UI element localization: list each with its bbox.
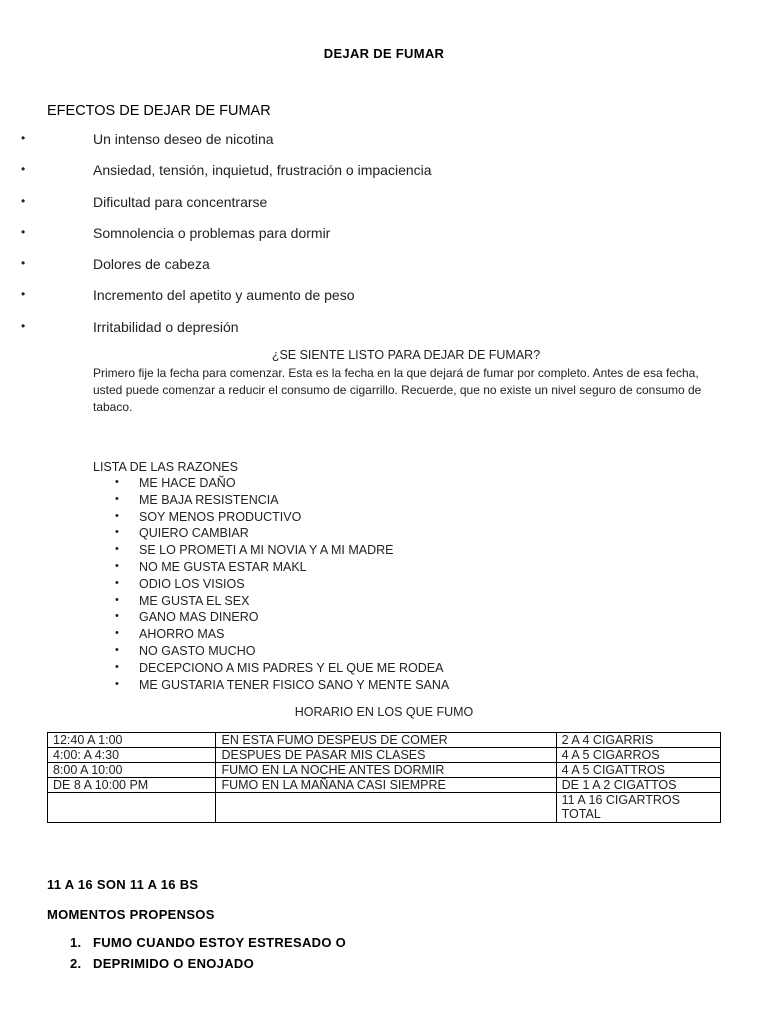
- bullet-icon: •: [21, 256, 26, 271]
- bullet-icon: •: [115, 627, 119, 640]
- table-cell: 11 A 16 CIGARTROS TOTAL: [556, 793, 720, 823]
- reason-text: NO ME GUSTA ESTAR MAKL: [139, 559, 307, 574]
- list-number: 1.: [70, 935, 82, 950]
- effect-text: Un intenso deseo de nicotina: [93, 131, 274, 147]
- bullet-icon: •: [115, 660, 119, 673]
- table-row: [48, 778, 721, 793]
- effect-text: Dificultad para concentrarse: [93, 193, 268, 210]
- table-cell: 4 A 5 CIGARROS: [556, 748, 720, 763]
- reason-text: SE LO PROMETI A MI NOVIA Y A MI MADRE: [139, 543, 394, 558]
- reason-text: AHORRO MAS: [139, 627, 225, 642]
- bullet-icon: •: [115, 677, 119, 690]
- reason-text: DECEPCIONO A MIS PADRES Y EL QUE ME RODEA: [139, 660, 444, 675]
- summary-line: 11 A 16 SON 11 A 16 BS: [47, 877, 199, 892]
- table-row: [48, 748, 721, 763]
- effect-text: Incremento del apetito y aumento de peso: [93, 287, 355, 304]
- document-title: DEJAR DE FUMAR: [323, 46, 445, 61]
- bullet-icon: •: [115, 643, 119, 656]
- bullet-icon: •: [115, 543, 119, 556]
- bullet-icon: •: [115, 610, 119, 623]
- effect-text: Ansiedad, tensión, inquietud, frustración o impaciencia: [93, 162, 432, 179]
- bullet-icon: •: [115, 576, 119, 589]
- bullet-icon: •: [115, 492, 119, 505]
- reason-text: ME GUSTARIA TENER FISICO SANO Y MENTE SANA: [139, 677, 450, 692]
- bullet-icon: •: [115, 559, 119, 572]
- effect-text: Dolores de cabeza: [93, 256, 210, 273]
- bullet-icon: •: [21, 287, 26, 302]
- table-cell: 8:00 A 10:00: [48, 763, 216, 778]
- table-row: [48, 763, 721, 778]
- table-cell: 4 A 5 CIGATTROS: [556, 763, 720, 778]
- reason-text: ME GUSTA EL SEX: [139, 593, 250, 608]
- table-row: [48, 733, 721, 748]
- reasons-heading: LISTA DE LAS RAZONES: [93, 460, 238, 474]
- reason-text: ME BAJA RESISTENCIA: [139, 492, 279, 507]
- bullet-icon: •: [115, 526, 119, 539]
- bullet-icon: •: [21, 318, 26, 333]
- table-cell: 4:00: A 4:30: [48, 748, 216, 763]
- reason-text: ME HACE DAÑO: [139, 476, 236, 490]
- table-cell: 12:40 A 1:00: [48, 733, 216, 748]
- reason-text: NO GASTO MUCHO: [139, 643, 256, 658]
- table-cell: FUMO EN LA MAÑANA CASI SIEMPRE: [216, 778, 556, 793]
- table-cell: [48, 793, 216, 823]
- schedule-title: HORARIO EN LOS QUE FUMO: [294, 705, 474, 719]
- reason-text: SOY MENOS PRODUCTIVO: [139, 509, 302, 524]
- table-cell: EN ESTA FUMO DESPEUS DE COMER: [216, 733, 556, 748]
- effect-text: Somnolencia o problemas para dormir: [93, 224, 331, 241]
- moment-text: DEPRIMIDO O ENOJADO: [93, 956, 254, 971]
- bullet-icon: •: [21, 193, 26, 208]
- bullet-icon: •: [21, 162, 26, 177]
- bullet-icon: •: [115, 593, 119, 606]
- table-cell: 2 A 4 CIGARRIS: [556, 733, 720, 748]
- bullet-icon: •: [115, 509, 119, 522]
- bullet-icon: •: [21, 224, 26, 239]
- list-number: 2.: [70, 956, 82, 971]
- table-cell: DE 8 A 10:00 PM: [48, 778, 216, 793]
- reason-text: GANO MAS DINERO: [139, 610, 259, 625]
- intro-paragraph: Primero fije la fecha para comenzar. Esta es la fecha en la que dejará de fumar por completo. Antes de esa fecha, usted puede comenzar a reducir el consumo de cigarrillo. Recuerde, que no existe un nivel seguro de consumo de tabaco.: [93, 366, 702, 414]
- reason-text: QUIERO CAMBIAR: [139, 526, 249, 541]
- table-cell: [216, 793, 556, 823]
- bullet-icon: •: [21, 131, 26, 145]
- table-cell: DE 1 A 2 CIGATTOS: [556, 778, 720, 793]
- schedule-table: [47, 732, 721, 823]
- table-cell: FUMO EN LA NOCHE ANTES DORMIR: [216, 763, 556, 778]
- table-row: [48, 793, 721, 823]
- reason-text: ODIO LOS VISIOS: [139, 576, 245, 591]
- question-heading: ¿SE SIENTE LISTO PARA DEJAR DE FUMAR?: [271, 348, 541, 362]
- bullet-icon: •: [115, 476, 119, 488]
- effects-heading: EFECTOS DE DEJAR DE FUMAR: [47, 103, 271, 119]
- table-cell: DESPUES DE PASAR MIS CLASES: [216, 748, 556, 763]
- effect-text: Irritabilidad o depresión: [93, 318, 239, 335]
- moment-text: FUMO CUANDO ESTOY ESTRESADO O: [93, 935, 347, 950]
- moments-heading: MOMENTOS PROPENSOS: [47, 907, 215, 922]
